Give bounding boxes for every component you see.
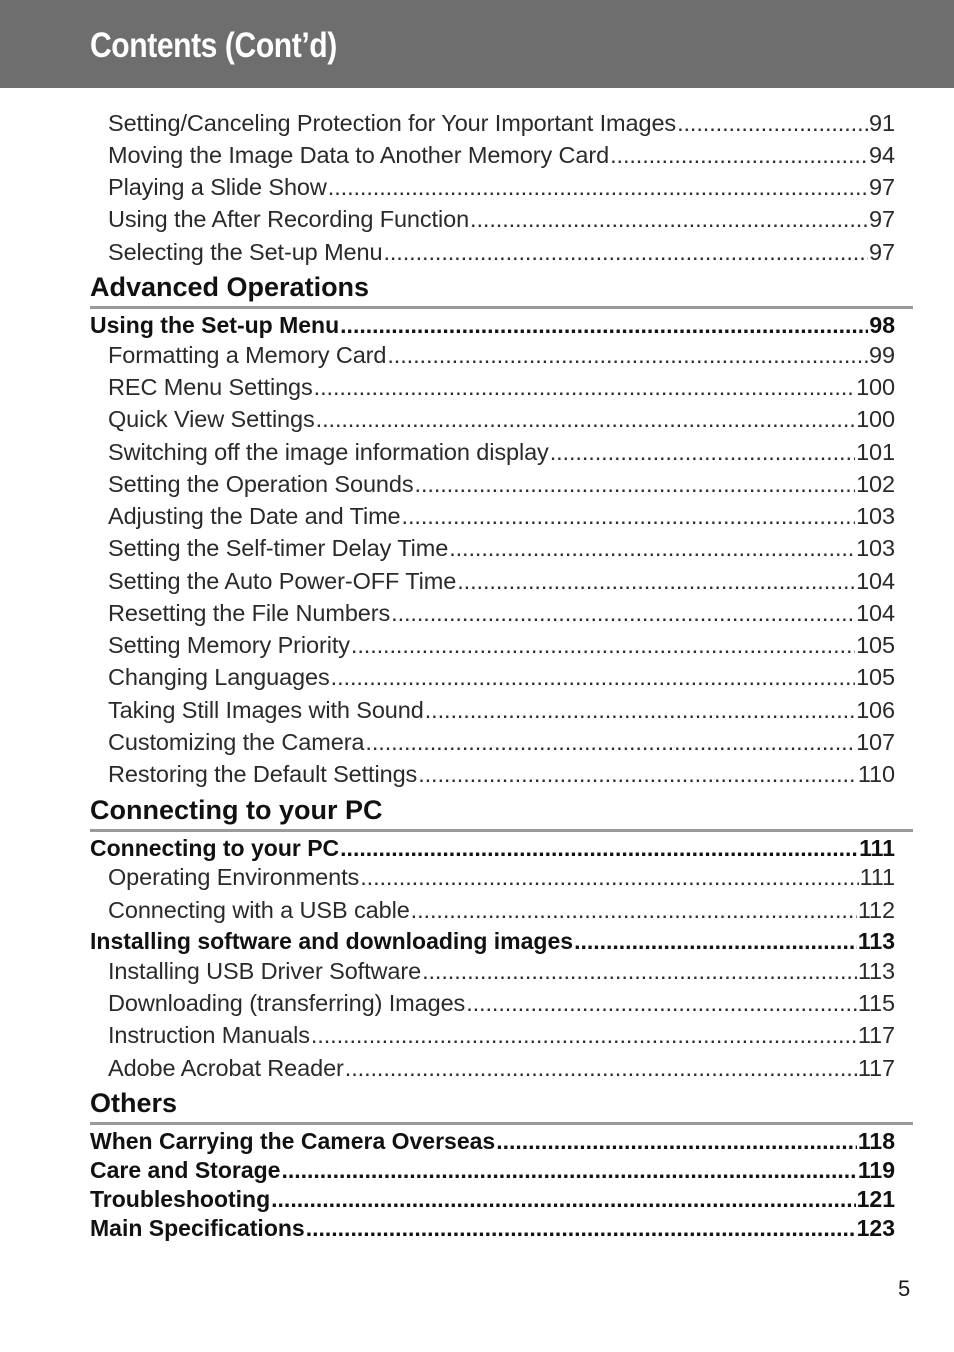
leader-dots bbox=[425, 697, 855, 724]
toc-entry-page: 101 bbox=[856, 439, 895, 465]
toc-entry-label: When Carrying the Camera Overseas bbox=[90, 1128, 496, 1154]
leader-dots bbox=[383, 239, 868, 266]
toc-entry[interactable] bbox=[108, 897, 895, 924]
toc-entry-label: Setting the Auto Power-OFF Time bbox=[108, 568, 457, 594]
toc-entry-label: Restoring the Default Settings bbox=[108, 761, 418, 787]
toc-entry-label: Connecting with a USB cable bbox=[108, 897, 410, 923]
toc-entry-page: 119 bbox=[857, 1157, 895, 1183]
leader-dots bbox=[281, 1157, 856, 1184]
page-header bbox=[0, 0, 954, 88]
toc-entry-page: 97 bbox=[869, 239, 895, 265]
toc-entry-page: 105 bbox=[856, 664, 895, 690]
toc-entry-page: 113 bbox=[857, 928, 895, 954]
toc-entry-label: Setting the Operation Sounds bbox=[108, 471, 414, 497]
leader-dots bbox=[574, 928, 857, 955]
toc-entry[interactable] bbox=[108, 864, 895, 891]
toc-entry-label: Setting the Self-timer Delay Time bbox=[108, 535, 449, 561]
toc-entry-label: Quick View Settings bbox=[108, 406, 315, 432]
toc-entry-label: Moving the Image Data to Another Memory Card bbox=[108, 142, 610, 168]
leader-dots bbox=[415, 471, 856, 498]
section-title: Others bbox=[90, 1088, 178, 1118]
toc-entry-label: Formatting a Memory Card bbox=[108, 342, 387, 368]
leader-dots bbox=[340, 835, 858, 862]
toc-entry-label: Adobe Acrobat Reader bbox=[108, 1055, 344, 1081]
toc-entry[interactable] bbox=[108, 990, 895, 1017]
toc-entry[interactable] bbox=[108, 206, 895, 233]
toc-entry[interactable] bbox=[108, 110, 895, 137]
toc-entry-page: 104 bbox=[856, 568, 895, 594]
toc-entry-label: Adjusting the Date and Time bbox=[108, 503, 401, 529]
toc-entry[interactable] bbox=[108, 535, 895, 562]
toc-entry-page: 100 bbox=[856, 374, 895, 400]
section-title: Advanced Operations bbox=[90, 272, 370, 302]
toc-entry-page: 110 bbox=[857, 761, 895, 787]
toc-entry-page: 97 bbox=[869, 206, 895, 232]
toc-entry[interactable] bbox=[108, 697, 895, 724]
toc-entry-page: 117 bbox=[857, 1055, 895, 1081]
toc-entry-page: 107 bbox=[856, 729, 895, 755]
toc-entry-main[interactable] bbox=[90, 835, 895, 862]
toc-entry-main[interactable] bbox=[90, 1186, 895, 1213]
leader-dots bbox=[271, 1186, 855, 1213]
leader-dots bbox=[496, 1128, 857, 1155]
toc-entry-label: Selecting the Set-up Menu bbox=[108, 239, 383, 265]
toc-entry-page: 103 bbox=[856, 503, 895, 529]
toc-entry-main[interactable] bbox=[90, 928, 895, 955]
toc-entry[interactable] bbox=[108, 632, 895, 659]
leader-dots bbox=[422, 958, 857, 985]
toc-entry-label: Installing USB Driver Software bbox=[108, 958, 422, 984]
toc-entry-page: 91 bbox=[869, 110, 895, 136]
leader-dots bbox=[311, 1022, 857, 1049]
toc-entry[interactable] bbox=[108, 439, 895, 466]
toc-entry[interactable] bbox=[108, 342, 895, 369]
toc-entry-page: 111 bbox=[859, 864, 895, 890]
toc-entry-label: Instruction Manuals bbox=[108, 1022, 310, 1048]
toc-entry[interactable] bbox=[108, 600, 895, 627]
toc-entry-main[interactable] bbox=[90, 1215, 895, 1242]
section-heading-others bbox=[90, 1086, 913, 1125]
toc-entry-page: 99 bbox=[869, 342, 895, 368]
leader-dots bbox=[387, 342, 868, 369]
leader-dots bbox=[466, 990, 857, 1017]
leader-dots bbox=[314, 374, 855, 401]
toc-entry[interactable] bbox=[108, 239, 895, 266]
toc-entry-label: Resetting the File Numbers bbox=[108, 600, 391, 626]
leader-dots bbox=[345, 1055, 857, 1082]
toc-entry-label: Setting Memory Priority bbox=[108, 632, 350, 658]
toc-entry-page: 111 bbox=[859, 835, 895, 861]
toc-entry-label: Troubleshooting bbox=[90, 1186, 271, 1212]
toc-entry-label: Using the After Recording Function bbox=[108, 206, 470, 232]
toc-entry-page: 113 bbox=[857, 958, 895, 984]
toc-entry[interactable] bbox=[108, 1055, 895, 1082]
toc-entry-label: Customizing the Camera bbox=[108, 729, 365, 755]
page-title: Contents (Cont’d) bbox=[90, 26, 337, 65]
toc-entry-main[interactable] bbox=[90, 1157, 895, 1184]
toc-entry-label: Downloading (transferring) Images bbox=[108, 990, 466, 1016]
toc-entry[interactable] bbox=[108, 374, 895, 401]
toc-entry-page: 98 bbox=[869, 312, 895, 338]
toc-entry-page: 123 bbox=[856, 1215, 895, 1241]
toc-entry-page: 103 bbox=[856, 535, 895, 561]
toc-entry-page: 117 bbox=[857, 1022, 895, 1048]
toc-entry[interactable] bbox=[108, 761, 895, 788]
leader-dots bbox=[470, 206, 868, 233]
toc-entry[interactable] bbox=[108, 1022, 895, 1049]
leader-dots bbox=[418, 761, 857, 788]
toc-entry-label: Care and Storage bbox=[90, 1157, 281, 1183]
leader-dots bbox=[449, 535, 855, 562]
toc-entry-page: 97 bbox=[869, 174, 895, 200]
toc-entry-label: Using the Set-up Menu bbox=[90, 312, 340, 338]
section-title: Connecting to your PC bbox=[90, 795, 383, 825]
toc-entry-label: Main Specifications bbox=[90, 1215, 305, 1241]
section-heading-advanced-operations bbox=[90, 270, 913, 309]
toc-entry-page: 112 bbox=[857, 897, 895, 923]
leader-dots bbox=[365, 729, 855, 756]
toc-entry-label: Playing a Slide Show bbox=[108, 174, 327, 200]
toc-entry[interactable] bbox=[108, 142, 895, 169]
toc-entry-page: 100 bbox=[856, 406, 895, 432]
toc-entry-label: Setting/Canceling Protection for Your Important Images bbox=[108, 110, 677, 136]
leader-dots bbox=[306, 1215, 856, 1242]
leader-dots bbox=[328, 174, 868, 201]
toc-entry-page: 102 bbox=[856, 471, 895, 497]
toc-entry-page: 94 bbox=[869, 142, 895, 168]
toc-entry-page: 118 bbox=[857, 1128, 895, 1154]
toc-entry-page: 106 bbox=[856, 697, 895, 723]
toc-entry[interactable] bbox=[108, 174, 895, 201]
section-heading-connecting-to-your-pc bbox=[90, 793, 913, 832]
leader-dots bbox=[610, 142, 868, 169]
toc-entry-page: 104 bbox=[856, 600, 895, 626]
toc-entry[interactable] bbox=[108, 664, 895, 691]
toc-entry-label: Connecting to your PC bbox=[90, 835, 340, 861]
toc-entry-page: 115 bbox=[857, 990, 895, 1016]
toc-entry-label: Changing Languages bbox=[108, 664, 330, 690]
toc-entry[interactable] bbox=[108, 471, 895, 498]
toc-entry-main[interactable] bbox=[90, 312, 895, 339]
toc-entry-label: Operating Environments bbox=[108, 864, 360, 890]
leader-dots bbox=[340, 312, 868, 339]
toc-entry-main[interactable] bbox=[90, 1128, 895, 1155]
toc-entry[interactable] bbox=[108, 958, 895, 985]
leader-dots bbox=[360, 864, 858, 891]
toc-entry-label: Installing software and downloading images bbox=[90, 928, 574, 954]
toc-entry-label: Switching off the image information display bbox=[108, 439, 549, 465]
leader-dots bbox=[391, 600, 855, 627]
leader-dots bbox=[550, 439, 855, 466]
leader-dots bbox=[316, 406, 855, 433]
leader-dots bbox=[402, 503, 856, 530]
leader-dots bbox=[331, 664, 855, 691]
toc-entry-label: Taking Still Images with Sound bbox=[108, 697, 424, 723]
toc-entry[interactable] bbox=[108, 568, 895, 595]
toc-entry[interactable] bbox=[108, 406, 895, 433]
toc-entry-page: 121 bbox=[856, 1186, 895, 1212]
toc-entry-page: 105 bbox=[856, 632, 895, 658]
leader-dots bbox=[457, 568, 855, 595]
toc-entry[interactable] bbox=[108, 503, 895, 530]
page-number: 5 bbox=[898, 1276, 911, 1301]
leader-dots bbox=[411, 897, 857, 924]
toc-entry-label: REC Menu Settings bbox=[108, 374, 313, 400]
leader-dots bbox=[677, 110, 868, 137]
leader-dots bbox=[351, 632, 855, 659]
toc-entry[interactable] bbox=[108, 729, 895, 756]
